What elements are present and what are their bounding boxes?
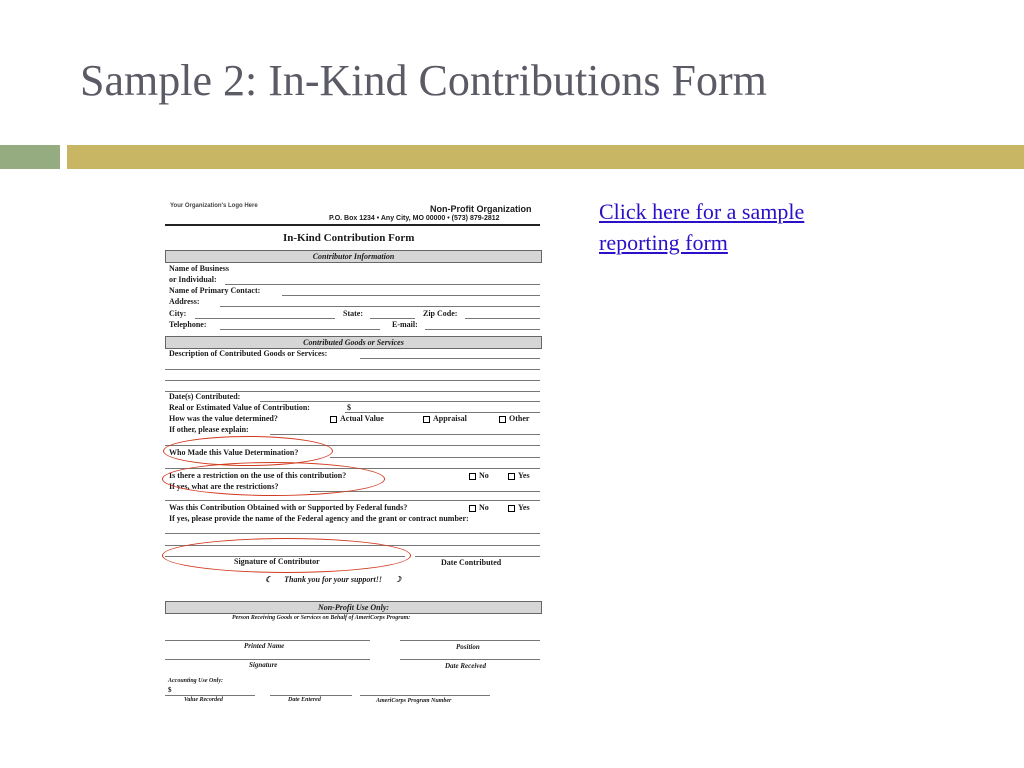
- line-state: [370, 318, 415, 319]
- line-description-1: [360, 358, 540, 359]
- label-name-business: Name of Business: [169, 264, 230, 273]
- highlight-oval-signature: [162, 538, 411, 573]
- line-who-made: [330, 457, 540, 458]
- checkbox-icon: [469, 505, 476, 512]
- label-email: E-mail:: [392, 320, 418, 329]
- line-federal-1: [165, 533, 540, 534]
- line-value: [345, 412, 540, 413]
- thank-you-text: Thank you for your support!!: [284, 575, 382, 584]
- line-if-other: [270, 434, 540, 435]
- label-dates-contributed: Date(s) Contributed:: [169, 392, 241, 401]
- checkbox-icon: [330, 416, 337, 423]
- restriction-yes: [508, 471, 530, 480]
- label-who-made: Who Made this Value Determination?: [169, 448, 299, 457]
- line-restriction-2: [165, 500, 540, 501]
- line-email: [425, 329, 540, 330]
- line-address: [220, 306, 540, 307]
- option-other-label: Other: [509, 414, 530, 423]
- line-date-received: [400, 659, 540, 660]
- line-dates: [260, 401, 540, 402]
- label-primary-contact: Name of Primary Contact:: [169, 286, 261, 295]
- flourish-left-icon: ☾: [265, 575, 273, 584]
- label-date-contributed: Date Contributed: [441, 558, 502, 567]
- section-nonprofit-use: Non-Profit Use Only:: [165, 601, 542, 614]
- label-telephone: Telephone:: [169, 320, 207, 329]
- line-date-contributed: [415, 556, 540, 557]
- label-accounting: Accounting Use Only:: [168, 678, 224, 684]
- label-if-other: If other, please explain:: [169, 425, 249, 434]
- accent-bar-gold: [67, 145, 1024, 169]
- org-name: Non-Profit Organization: [430, 204, 532, 214]
- checkbox-icon: [423, 416, 430, 423]
- federal-no: [469, 503, 489, 512]
- line-value-recorded: [165, 695, 255, 696]
- line-date-entered: [270, 695, 352, 696]
- restriction-yes-label: Yes: [518, 471, 530, 480]
- label-federal: Was this Contribution Obtained with or Supported by Federal funds?: [169, 503, 408, 512]
- line-zip: [465, 318, 540, 319]
- label-printed-name: Printed Name: [244, 642, 285, 650]
- line-position: [400, 640, 540, 641]
- section-contributed-goods: Contributed Goods or Services: [165, 336, 542, 349]
- federal-yes-label: Yes: [518, 503, 530, 512]
- label-signature: Signature of Contributor: [234, 557, 320, 566]
- value-dollar-sign: $: [347, 403, 351, 412]
- accent-bar-green: [0, 145, 60, 169]
- line-program-number: [360, 695, 490, 696]
- option-appraisal: [423, 414, 467, 423]
- checkbox-icon: [469, 473, 476, 480]
- line-primary-contact: [282, 295, 540, 296]
- logo-placeholder: Your Organization's Logo Here: [170, 203, 258, 209]
- label-federal-agency: If yes, please provide the name of the Federal agency and the grant or contract number:: [169, 514, 469, 523]
- header-rule: [165, 224, 540, 226]
- label-restriction-what: If yes, what are the restrictions?: [169, 482, 279, 491]
- label-address: Address:: [169, 297, 200, 306]
- label-value-recorded: Value Recorded: [184, 697, 223, 703]
- federal-yes: [508, 503, 530, 512]
- line-description-2: [165, 369, 540, 370]
- label-date-entered: Date Entered: [288, 697, 321, 703]
- label-position: Position: [456, 643, 480, 651]
- checkbox-icon: [508, 505, 515, 512]
- line-city: [195, 318, 335, 319]
- label-program-number: AmeriCorps Program Number: [376, 698, 452, 704]
- label-or-individual: or Individual:: [169, 275, 217, 284]
- option-other: [499, 414, 529, 423]
- section-contributor-info: Contributor Information: [165, 250, 542, 263]
- restriction-no: [469, 471, 489, 480]
- label-state: State:: [343, 309, 363, 318]
- thank-you-line: [265, 575, 401, 584]
- form-image: [160, 178, 545, 718]
- slide-title: Sample 2: In-Kind Contributions Form: [80, 56, 767, 105]
- restriction-no-label: No: [479, 471, 489, 480]
- accounting-dollar: $: [168, 686, 172, 694]
- label-restriction: Is there a restriction on the use of this contribution?: [169, 471, 347, 480]
- option-appraisal-label: Appraisal: [433, 414, 467, 423]
- label-value: Real or Estimated Value of Contribution:: [169, 403, 310, 412]
- flourish-right-icon: ☽: [393, 575, 402, 584]
- checkbox-icon: [499, 416, 506, 423]
- highlight-oval-restriction: [162, 462, 385, 496]
- line-signature-2: [165, 659, 370, 660]
- option-actual-value: [330, 414, 384, 423]
- line-business: [225, 284, 540, 285]
- label-description: Description of Contributed Goods or Services:: [169, 349, 328, 358]
- checkbox-icon: [508, 473, 515, 480]
- form-title: In-Kind Contribution Form: [283, 232, 415, 244]
- option-actual-label: Actual Value: [340, 414, 384, 423]
- link-line-1[interactable]: Click here for a sample: [599, 199, 805, 224]
- label-city: City:: [169, 309, 187, 318]
- line-printed-name: [165, 640, 370, 641]
- line-description-3: [165, 380, 540, 381]
- label-zip: Zip Code:: [423, 309, 458, 318]
- label-signature-2: Signature: [249, 661, 278, 669]
- label-how-value: How was the value determined?: [169, 414, 278, 423]
- label-person-receiving: Person Receiving Goods or Services on Behalf of AmeriCorps Program:: [232, 615, 411, 621]
- org-address: P.O. Box 1234 • Any City, MO 00000 • (573) 879-2812: [329, 215, 500, 222]
- federal-no-label: No: [479, 503, 489, 512]
- line-telephone: [220, 329, 380, 330]
- sample-reporting-form-link[interactable]: [599, 196, 804, 258]
- label-date-received: Date Received: [445, 662, 487, 670]
- link-line-2[interactable]: reporting form: [599, 230, 728, 255]
